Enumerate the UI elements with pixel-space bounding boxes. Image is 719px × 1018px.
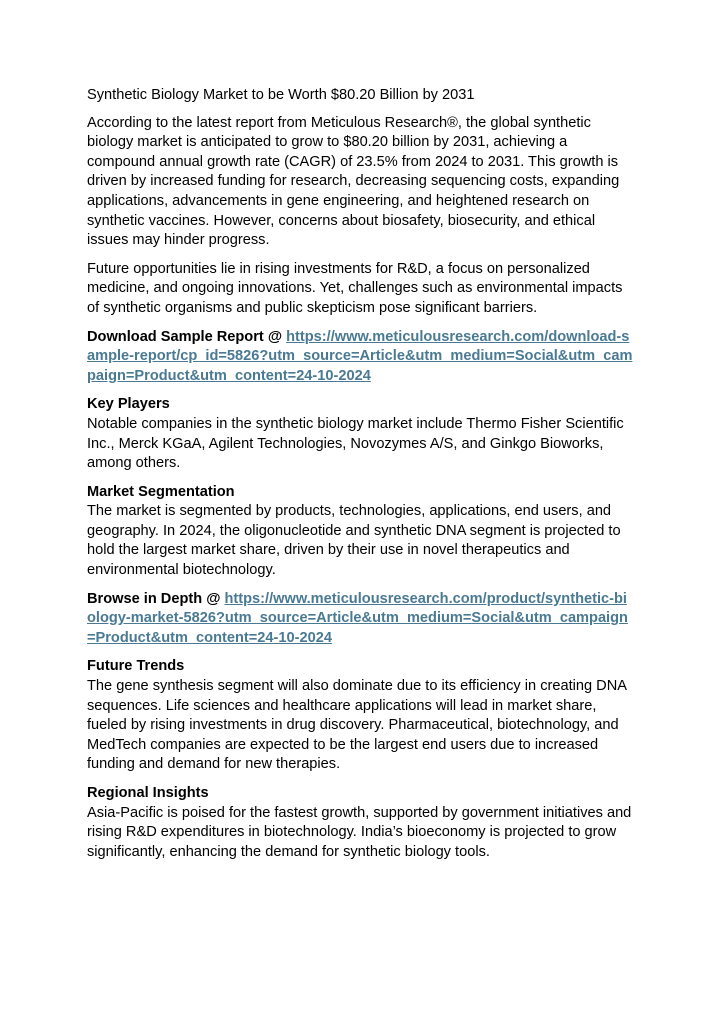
browse-in-depth-section [87, 590, 635, 649]
key-players-body: Notable companies in the synthetic biology market include Thermo Fisher Scientific Inc., Merck KGaA, Agilent Technologies, Novozymes A/S, and Ginkgo Bioworks, among others. [87, 415, 624, 472]
intro-paragraph: According to the latest report from Meticulous Research®, the global synthetic biology market is anticipated to grow to $80.20 billion by 2031, achieving a compound annual growth rate (CAGR) of 23.5% from 2024 to 2031. This growth is driven by increased funding for research, decreasing sequencing costs, expanding applications, advancements in gene engineering, and heightened research on synthetic vaccines. However, concerns about biosafety, biosecurity, and ethical issues may hinder progress. [87, 114, 620, 249]
regional-insights-body: Asia-Pacific is poised for the fastest growth, supported by government initiatives and rising R&D expenditures in biotechnology. India’s bioeconomy is projected to grow significantly, enhancing the demand for synthetic biology tools. [87, 804, 632, 860]
future-trends-body: The gene synthesis segment will also dominate due to its efficiency in creating DNA sequences. Life sciences and healthcare applications will lead in market share, fueled by rising investments in drug discovery. Pharmaceutical, biotechnology, and MedTech companies are expected to be the largest end users due to increased funding and demand for new therapies. [87, 678, 627, 773]
download-sample-section [87, 328, 635, 387]
download-sample-label: Download Sample Report @ [87, 328, 287, 345]
download-sample-link[interactable]: https://www.meticulousresearch.com/download-sample-report/cp_id=5826?utm_source=Article&utm_medium=Social&utm_campaign=Product&utm_content=24-10-2024 [87, 328, 633, 384]
opportunities-paragraph: Future opportunities lie in rising investments for R&D, a focus on personalized medicine, and ongoing innovations. Yet, challenges such as environmental impacts of synthetic organisms and public skepticism pose significant barriers. [87, 260, 623, 316]
key-players-section [87, 395, 635, 473]
regional-insights-section [87, 784, 635, 862]
key-players-heading: Key Players [87, 396, 170, 413]
document-title: Synthetic Biology Market to be Worth $80.20 Billion by 2031 [87, 87, 475, 103]
browse-in-depth-link[interactable]: https://www.meticulousresearch.com/product/synthetic-biology-market-5826?utm_source=Article&utm_medium=Social&utm_campaign=Product&utm_content=24-10-2024 [87, 590, 628, 646]
future-trends-section [87, 657, 635, 775]
future-trends-heading: Future Trends [87, 658, 185, 675]
market-segmentation-section [87, 483, 635, 581]
regional-insights-heading: Regional Insights [87, 785, 209, 801]
market-segmentation-body: The market is segmented by products, technologies, applications, end users, and geography. In 2024, the oligonucleotide and synthetic DNA segment is projected to hold the largest market share, driven by their use in novel therapeutics and environmental biotechnology. [87, 503, 621, 579]
market-segmentation-heading: Market Segmentation [87, 483, 235, 500]
browse-in-depth-label: Browse in Depth @ [87, 590, 225, 607]
document-page [87, 86, 635, 871]
